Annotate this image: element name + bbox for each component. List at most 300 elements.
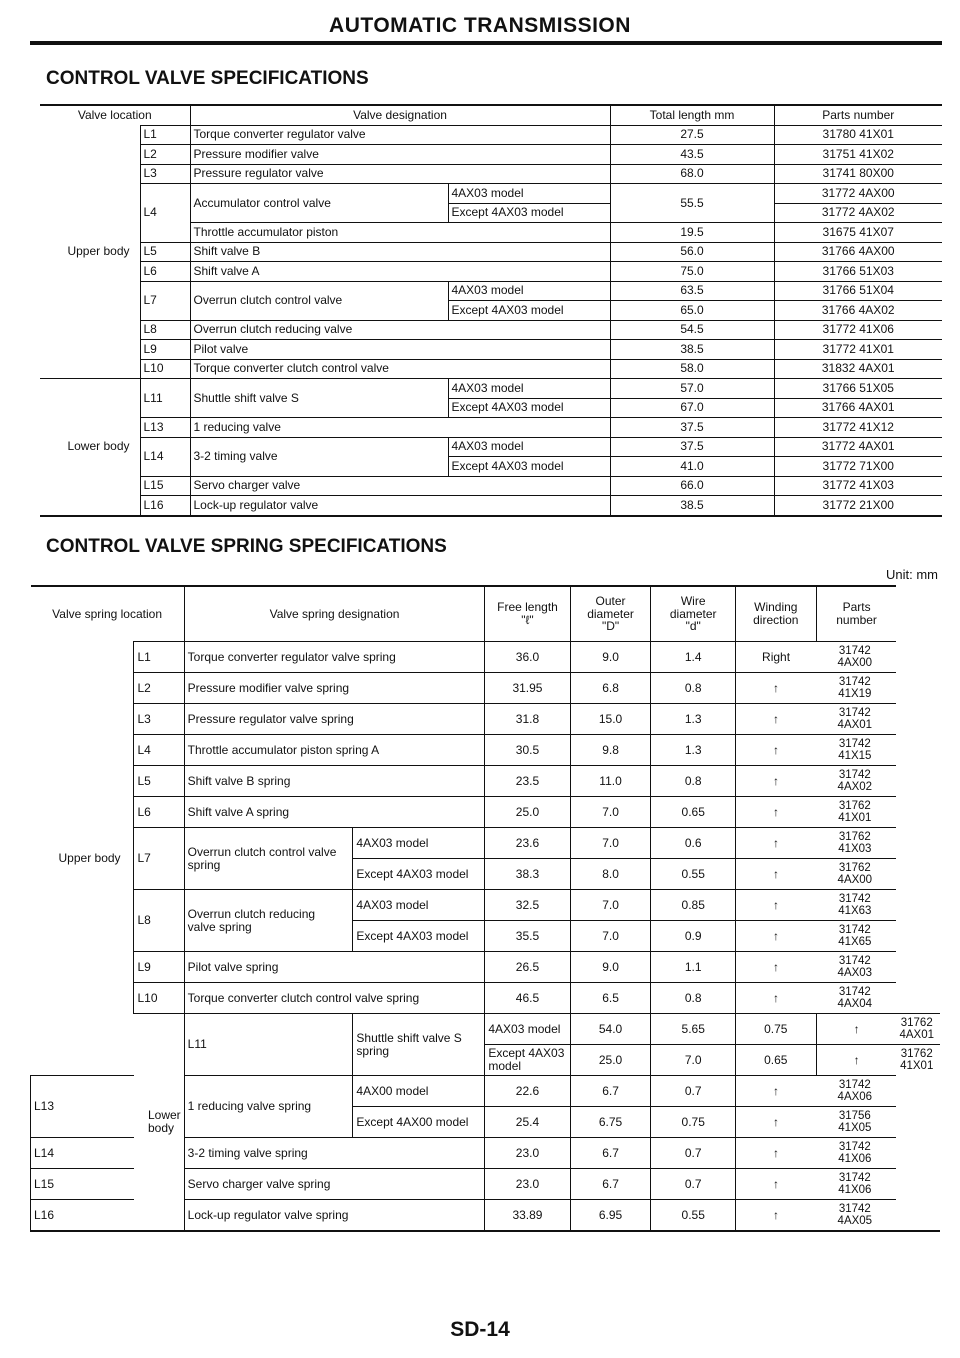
pn-top: 31762 [900, 1048, 933, 1061]
row-winding: ↑ [735, 952, 816, 983]
parts-label-2: number [836, 613, 877, 627]
row-parts: 31772 41X01 [774, 340, 942, 360]
row-free: 25.4 [485, 1107, 570, 1138]
table-row [31, 890, 941, 921]
row-parts: 31766 51X05 [774, 379, 942, 399]
row-id: L13 [31, 1076, 134, 1138]
row-model: 4AX03 model [448, 379, 610, 399]
row-winding: ↑ [735, 1076, 816, 1107]
row-id: L2 [140, 145, 190, 165]
row-winding: ↑ [735, 1200, 816, 1232]
row-name: Servo charger valve [190, 476, 610, 496]
row-name: Servo charger valve spring [184, 1169, 485, 1200]
row-name-line: Overrun clutch control valve [187, 844, 337, 859]
table-row [40, 437, 942, 457]
row-wire: 0.8 [651, 983, 735, 1014]
pn-top: 31742 [838, 923, 871, 936]
row-length: 67.0 [610, 398, 774, 418]
row-name: 1 reducing valve spring [184, 1076, 353, 1138]
row-model: 4AX03 model [448, 437, 610, 457]
row-parts [816, 704, 896, 735]
pn-bottom: 4AX04 [837, 998, 873, 1010]
row-parts [816, 828, 896, 859]
table-row [40, 379, 942, 399]
parts-label: Parts [842, 600, 871, 615]
row-parts: 31766 51X04 [774, 281, 942, 301]
row-model: Except 4AX03 model [485, 1045, 570, 1076]
col-free-length [485, 586, 570, 642]
row-winding: ↑ [816, 1014, 896, 1045]
pn-bottom: 41X03 [838, 843, 872, 855]
row-parts [816, 859, 896, 890]
row-id: L15 [140, 476, 190, 496]
row-outer: 7.0 [570, 890, 651, 921]
row-name [184, 890, 353, 952]
pn-bottom: 41X06 [838, 1153, 872, 1165]
table-row [40, 281, 942, 301]
row-model: Except 4AX03 model [448, 457, 610, 477]
row-free: 31.8 [485, 704, 570, 735]
row-wire: 1.4 [651, 642, 735, 673]
pn-top: 31742 [838, 675, 871, 688]
spring-spec-table [30, 585, 940, 1232]
pn-bottom: 4AX01 [899, 1029, 934, 1041]
row-id: L10 [134, 983, 184, 1014]
row-parts [816, 1138, 896, 1169]
row-name: Lock-up regulator valve [190, 496, 610, 516]
col-spring-location: Valve spring location [31, 586, 185, 642]
row-wire: 0.6 [651, 828, 735, 859]
table-row [31, 642, 941, 673]
row-id: L9 [140, 340, 190, 360]
row-model: Except 4AX03 model [448, 301, 610, 321]
table-row [31, 1014, 941, 1045]
pn-bottom: 4AX01 [837, 719, 873, 731]
row-id: L10 [140, 359, 190, 379]
row-length: 41.0 [610, 457, 774, 477]
pn-bottom: 4AX06 [837, 1091, 873, 1103]
pn-bottom: 41X01 [900, 1060, 934, 1073]
row-winding: ↑ [735, 1107, 816, 1138]
wire-label-2: diameter [669, 606, 717, 621]
table-row [31, 673, 941, 704]
row-parts: 31772 4AX00 [774, 184, 942, 204]
row-winding: ↑ [735, 828, 816, 859]
row-free: 54.0 [570, 1014, 651, 1045]
row-free: 30.5 [485, 735, 570, 766]
col-parts-number: Parts number [774, 105, 942, 125]
table-header-row [40, 105, 942, 125]
row-outer: 6.7 [570, 1138, 651, 1169]
spring-spec-heading: CONTROL VALVE SPRING SPECIFICATIONS [46, 536, 447, 557]
row-free: 23.0 [485, 1138, 570, 1169]
row-id: L13 [140, 418, 190, 438]
row-model: Except 4AX00 model [353, 1107, 485, 1138]
row-id: L7 [134, 828, 184, 890]
row-parts: 31766 51X03 [774, 262, 942, 282]
pn-bottom: 41X19 [838, 688, 872, 700]
group-upper-body: Upper body [58, 850, 121, 865]
row-winding: ↑ [735, 1169, 816, 1200]
row-outer: 6.95 [570, 1200, 651, 1232]
pn-bottom: 4AX02 [837, 781, 873, 793]
row-outer: 5.65 [651, 1014, 735, 1045]
row-name-line: spring [187, 857, 221, 872]
row-free: 25.0 [485, 797, 570, 828]
winding-label-2: direction [753, 613, 799, 627]
row-id: L5 [140, 242, 190, 262]
row-winding: ↑ [735, 859, 816, 890]
row-parts: 31772 4AX02 [774, 203, 942, 223]
row-id: L2 [134, 673, 184, 704]
row-id: L16 [31, 1200, 134, 1232]
row-wire: 0.75 [651, 1107, 735, 1138]
col-valve-location: Valve location [40, 105, 190, 125]
table-row [31, 983, 941, 1014]
outer-label: Outer [595, 594, 626, 609]
row-parts: 31772 41X03 [774, 476, 942, 496]
row-name: Throttle accumulator piston [190, 223, 610, 243]
row-parts: 31766 4AX00 [774, 242, 942, 262]
pn-top: 31742 [838, 985, 871, 998]
row-parts [816, 1076, 896, 1107]
table-row [40, 496, 942, 516]
row-wire: 0.65 [735, 1045, 816, 1076]
page-title: AUTOMATIC TRANSMISSION [329, 14, 631, 37]
row-parts [816, 921, 896, 952]
row-length: 37.5 [610, 418, 774, 438]
row-name: Shift valve B [190, 242, 610, 262]
pn-top: 31742 [838, 737, 871, 750]
row-outer: 9.8 [570, 735, 651, 766]
col-valve-designation: Valve designation [190, 105, 610, 125]
row-id: L5 [134, 766, 184, 797]
row-winding: ↑ [735, 890, 816, 921]
row-name: Overrun clutch reducing valve [190, 320, 610, 340]
row-length: 43.5 [610, 145, 774, 165]
row-free: 35.5 [485, 921, 570, 952]
valve-spec-table [40, 104, 942, 517]
row-name [184, 828, 353, 890]
row-wire: 0.7 [651, 1169, 735, 1200]
pn-bottom: 41X05 [838, 1122, 872, 1134]
pn-top: 31742 [838, 1202, 871, 1215]
table-row [31, 797, 941, 828]
row-length: 19.5 [610, 223, 774, 243]
outer-label-2: diameter [587, 606, 634, 621]
row-model: 4AX00 model [353, 1076, 485, 1107]
row-id: L8 [140, 320, 190, 340]
row-free: 33.89 [485, 1200, 570, 1232]
row-outer: 11.0 [570, 766, 651, 797]
pn-top: 31756 [838, 1109, 871, 1122]
row-name: Throttle accumulator piston spring A [184, 735, 485, 766]
unit-label: Unit: mm [886, 567, 938, 582]
row-id: L4 [140, 184, 190, 243]
page-number: SD-14 [450, 1318, 510, 1341]
row-outer: 7.0 [570, 828, 651, 859]
row-id: L15 [31, 1169, 134, 1200]
row-wire: 0.65 [651, 797, 735, 828]
row-parts [816, 673, 896, 704]
row-length: 66.0 [610, 476, 774, 496]
pn-bottom: 4AX00 [837, 657, 873, 669]
row-parts: 31772 71X00 [774, 457, 942, 477]
row-id: L16 [140, 496, 190, 516]
row-parts [816, 642, 896, 673]
pn-bottom: 4AX05 [837, 1215, 873, 1227]
row-outer: 6.8 [570, 673, 651, 704]
group-lower-body: Lower body [134, 1014, 184, 1232]
table-row [40, 476, 942, 496]
row-parts [896, 1045, 940, 1076]
row-winding: ↑ [735, 735, 816, 766]
row-parts: 31832 4AX01 [774, 359, 942, 379]
row-wire: 1.1 [651, 952, 735, 983]
col-total-length: Total length mm [610, 105, 774, 125]
pn-top: 31742 [838, 644, 871, 657]
row-wire: 0.9 [651, 921, 735, 952]
row-outer: 6.7 [570, 1169, 651, 1200]
row-name: 1 reducing valve [190, 418, 610, 438]
row-parts: 31780 41X01 [774, 125, 942, 145]
pn-top: 31742 [838, 1078, 871, 1091]
row-name: Shift valve A [190, 262, 610, 282]
row-parts: 31751 41X02 [774, 145, 942, 165]
pn-top: 31742 [838, 1171, 871, 1184]
pn-bottom: 41X06 [838, 1184, 872, 1196]
pn-top: 31742 [838, 768, 871, 781]
row-parts [816, 766, 896, 797]
row-wire: 0.8 [651, 766, 735, 797]
row-parts [816, 735, 896, 766]
row-length: 27.5 [610, 125, 774, 145]
row-id: L1 [134, 642, 184, 673]
row-length: 38.5 [610, 340, 774, 360]
group-upper-body: Upper body [67, 244, 130, 259]
row-name-line: valve spring [187, 919, 252, 934]
col-wire-diameter [651, 586, 735, 642]
row-free: 31.95 [485, 673, 570, 704]
free-length-symbol: "ℓ" [521, 613, 534, 627]
row-winding: Right [735, 642, 816, 673]
row-wire: 0.8 [651, 673, 735, 704]
row-winding: ↑ [735, 983, 816, 1014]
row-id: L3 [140, 164, 190, 184]
table-row [40, 262, 942, 282]
row-wire: 0.7 [651, 1076, 735, 1107]
row-outer: 9.0 [570, 642, 651, 673]
table-row [40, 242, 942, 262]
row-name: Torque converter clutch control valve [190, 359, 610, 379]
row-name: Shift valve A spring [184, 797, 485, 828]
row-model: 4AX03 model [353, 828, 485, 859]
pn-top: 31742 [838, 1140, 871, 1153]
wire-symbol: "d" [685, 619, 701, 634]
row-name: Shift valve B spring [184, 766, 485, 797]
row-free: 36.0 [485, 642, 570, 673]
row-winding: ↑ [816, 1045, 896, 1076]
row-free: 23.5 [485, 766, 570, 797]
row-wire: 0.7 [651, 1138, 735, 1169]
pn-bottom: 41X63 [838, 905, 872, 917]
row-parts [816, 1169, 896, 1200]
table-row [40, 184, 942, 204]
row-winding: ↑ [735, 704, 816, 735]
row-outer: 7.0 [570, 797, 651, 828]
header-rule [30, 41, 942, 45]
row-length: 65.0 [610, 301, 774, 321]
row-outer: 6.7 [570, 1076, 651, 1107]
row-length: 37.5 [610, 437, 774, 457]
row-length: 56.0 [610, 242, 774, 262]
row-id: L8 [134, 890, 184, 952]
row-name: Lock-up regulator valve spring [184, 1200, 485, 1232]
row-free: 38.3 [485, 859, 570, 890]
table-row [31, 828, 941, 859]
row-outer: 8.0 [570, 859, 651, 890]
pn-top: 31762 [838, 861, 871, 874]
col-winding-direction [735, 586, 816, 642]
row-outer: 9.0 [570, 952, 651, 983]
row-name: 3-2 timing valve spring [184, 1138, 485, 1169]
row-id: L7 [140, 281, 190, 320]
row-id: L11 [184, 1014, 353, 1076]
row-model: Except 4AX03 model [353, 859, 485, 890]
row-free: 46.5 [485, 983, 570, 1014]
row-length: 75.0 [610, 262, 774, 282]
table-row [31, 766, 941, 797]
row-name: Pressure regulator valve [190, 164, 610, 184]
row-outer: 6.5 [570, 983, 651, 1014]
col-outer-diameter [570, 586, 651, 642]
row-parts [816, 890, 896, 921]
row-id: L6 [134, 797, 184, 828]
row-parts [896, 1014, 940, 1045]
row-id: L14 [31, 1138, 134, 1169]
row-parts [816, 797, 896, 828]
row-length: 38.5 [610, 496, 774, 516]
row-id: L4 [134, 735, 184, 766]
row-wire: 0.75 [735, 1014, 816, 1045]
row-parts [816, 1200, 896, 1232]
pn-bottom: 4AX03 [837, 967, 873, 979]
wire-label: Wire [680, 594, 706, 609]
row-parts [816, 1107, 896, 1138]
row-name: Pressure modifier valve [190, 145, 610, 165]
row-winding: ↑ [735, 797, 816, 828]
row-parts: 31766 4AX01 [774, 398, 942, 418]
row-name: 3-2 timing valve [190, 437, 448, 476]
pn-top: 31762 [900, 1016, 933, 1029]
row-length: 68.0 [610, 164, 774, 184]
row-name-line: Overrun clutch reducing [187, 906, 316, 921]
row-parts: 31772 41X12 [774, 418, 942, 438]
row-outer: 7.0 [651, 1045, 735, 1076]
row-id: L3 [134, 704, 184, 735]
pn-bottom: 41X01 [838, 812, 872, 824]
row-parts [816, 983, 896, 1014]
row-name: Overrun clutch control valve [190, 281, 448, 320]
row-name: Torque converter clutch control valve spring [184, 983, 485, 1014]
row-wire: 0.85 [651, 890, 735, 921]
row-wire: 0.55 [651, 1200, 735, 1232]
row-outer: 6.75 [570, 1107, 651, 1138]
row-winding: ↑ [735, 1138, 816, 1169]
row-wire: 0.55 [651, 859, 735, 890]
row-name: Pilot valve [190, 340, 610, 360]
pn-top: 31742 [838, 706, 871, 719]
row-name: Torque converter regulator valve spring [184, 642, 485, 673]
pn-top: 31762 [838, 799, 871, 812]
table-row [31, 952, 941, 983]
row-name: Pressure regulator valve spring [184, 704, 485, 735]
row-parts: 31766 4AX02 [774, 301, 942, 321]
row-name: Accumulator control valve [190, 184, 448, 223]
row-name: Pressure modifier valve spring [184, 673, 485, 704]
row-parts: 31741 80X00 [774, 164, 942, 184]
row-name: Shuttle shift valve S spring [353, 1014, 485, 1076]
row-id: L6 [140, 262, 190, 282]
row-id: L1 [140, 125, 190, 145]
row-free: 25.0 [570, 1045, 651, 1076]
row-length: 58.0 [610, 359, 774, 379]
row-parts: 31772 21X00 [774, 496, 942, 516]
col-parts-number [816, 586, 896, 642]
table-row [40, 164, 942, 184]
col-spring-designation: Valve spring designation [184, 586, 485, 642]
row-parts: 31675 41X07 [774, 223, 942, 243]
row-free: 32.5 [485, 890, 570, 921]
pn-top: 31762 [838, 830, 871, 843]
row-model: 4AX03 model [485, 1014, 570, 1045]
table-header-row [31, 586, 941, 642]
table-row [40, 125, 942, 145]
row-length: 54.5 [610, 320, 774, 340]
row-free: 22.6 [485, 1076, 570, 1107]
row-wire: 1.3 [651, 704, 735, 735]
row-outer: 7.0 [570, 921, 651, 952]
table-row [40, 359, 942, 379]
table-row [31, 735, 941, 766]
row-length: 57.0 [610, 379, 774, 399]
row-free: 23.6 [485, 828, 570, 859]
row-name: Pilot valve spring [184, 952, 485, 983]
table-row [40, 418, 942, 438]
row-model: Except 4AX03 model [448, 398, 610, 418]
pn-bottom: 41X15 [838, 750, 872, 762]
pn-top: 31742 [838, 892, 871, 905]
row-model: Except 4AX03 model [353, 921, 485, 952]
row-length: 55.5 [610, 184, 774, 223]
group-lower-body: Lower body [40, 379, 140, 516]
row-wire: 1.3 [651, 735, 735, 766]
row-name: Torque converter regulator valve [190, 125, 610, 145]
outer-symbol: "D" [601, 619, 620, 634]
pn-bottom: 41X65 [838, 936, 872, 948]
free-length-label: Free length [497, 600, 558, 615]
winding-label: Winding [754, 600, 798, 615]
row-id: L14 [140, 437, 190, 476]
row-model: 4AX03 model [353, 890, 485, 921]
row-parts: 31772 4AX01 [774, 437, 942, 457]
row-outer: 15.0 [570, 704, 651, 735]
row-name: Shuttle shift valve S [190, 379, 448, 418]
row-winding: ↑ [735, 921, 816, 952]
row-length: 63.5 [610, 281, 774, 301]
table-row [31, 704, 941, 735]
row-free: 26.5 [485, 952, 570, 983]
